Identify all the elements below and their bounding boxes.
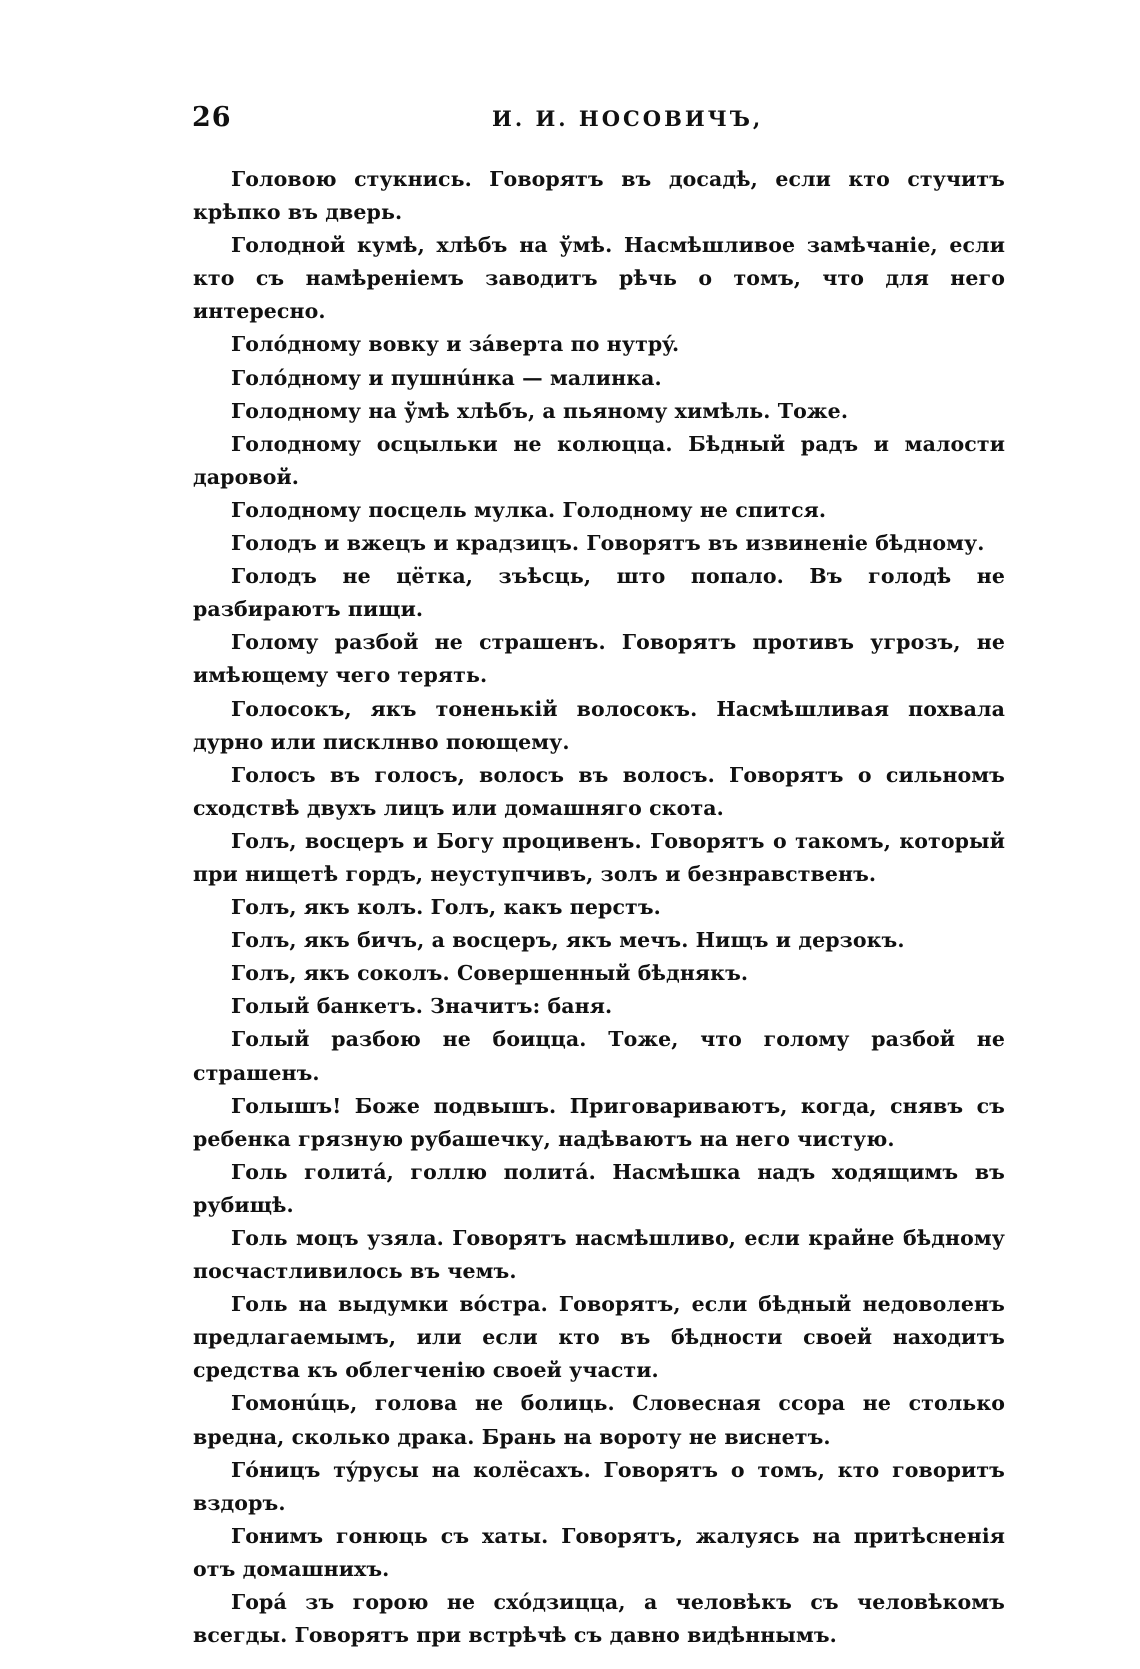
entry: Гóницъ тýрусы на колёсахъ. Говорятъ о томъ, кто говоритъ вздоръ. (193, 1457, 1005, 1515)
entry: Голому разбой не страшенъ. Говорятъ противъ угрозъ, не имѣющему чего терять. (193, 630, 1005, 688)
entry: Голышъ! Боже подвышъ. Приговариваютъ, когда, снявъ съ ребенка грязную рубашечку, надѣваютъ на него чистую. (193, 1093, 1005, 1151)
entry: Голый банкетъ. Значитъ: баня. (231, 994, 613, 1019)
entry: Голóдному вовку и зáверта по нутрý. (231, 332, 680, 357)
entry: Голодъ не цётка, зъѣсць, што попало. Въ голодѣ не разбираютъ пищи. (193, 564, 1005, 622)
entry: Голодному осцыльки не колюцца. Бѣдный радъ и малости даровой. (193, 431, 1005, 489)
page-header (192, 102, 1012, 142)
entry: Голъ, якъ бичъ, а восцеръ, якъ мечъ. Нищъ и дерзокъ. (231, 928, 905, 953)
entry: Голодной кумѣ, хлѣбъ на ўмѣ. Насмѣшливое замѣчаніе, если кто съ намѣреніемъ заводитъ рѣчь о томъ, что для него интересно. (193, 233, 1005, 324)
entry: Голóдному и пушнúнка — малинка. (231, 365, 662, 390)
entry: Голь на выдумки вóстра. Говорятъ, если бѣдный недоволенъ предлагаемымъ, или если кто въ бѣдности своей находитъ средства къ облегченію своей участи. (193, 1292, 1005, 1383)
entry: Гомонúць, голова не болиць. Словесная ссора не столько вредна, сколько драка. Брань на вороту не виснетъ. (193, 1391, 1005, 1449)
entry: Голосъ въ голосъ, волосъ въ волосъ. Говорятъ о сильномъ сходствѣ двухъ лицъ или домашняго скота. (193, 762, 1005, 820)
entry: Голодному посцель мулка. Голодному не спится. (231, 497, 827, 522)
dictionary-entries (193, 163, 1005, 1652)
running-title: И. И. НОСОВИЧЪ, (492, 106, 764, 131)
entry: Головою стукнись. Говорятъ въ досадѣ, если кто стучитъ крѣпко въ дверь. (193, 167, 1005, 225)
entry: Голь голитá, голлю политá. Насмѣшка надъ ходящимъ въ рубищѣ. (193, 1159, 1005, 1217)
entry: Голъ, якъ колъ. Голъ, какъ перстъ. (231, 895, 661, 920)
entry: Горá зъ горою не схóдзицца, а человѣкъ съ человѣкомъ всегды. Говорятъ при встрѣчѣ съ давно видѣннымъ. (193, 1590, 1005, 1648)
entry: Голый разбою не боицца. Тоже, что голому разбой не страшенъ. (193, 1027, 1005, 1085)
entry: Голь моцъ узяла. Говорятъ насмѣшливо, если крайне бѣдному посчастливилось въ чемъ. (193, 1226, 1005, 1284)
entry: Гонимъ гонюць съ хаты. Говорятъ, жалуясь на притѣсненія отъ домашнихъ. (193, 1523, 1005, 1581)
entry: Голъ, якъ соколъ. Совершенный бѣднякъ. (231, 961, 749, 986)
entry: Голодному на ўмѣ хлѣбъ, а пьяному химѣль. Тоже. (231, 398, 849, 423)
entry: Голъ, восцеръ и Богу процивенъ. Говорятъ о такомъ, который при нищетѣ гордъ, неуступчивъ, золъ и безнравственъ. (193, 828, 1005, 886)
page-number: 26 (192, 102, 232, 133)
entry: Голодъ и вжецъ и крадзицъ. Говорятъ въ извиненіе бѣдному. (231, 531, 985, 556)
entry: Голосокъ, якъ тоненькій волосокъ. Насмѣшливая похвала дурно или писклнво поющему. (193, 696, 1005, 754)
